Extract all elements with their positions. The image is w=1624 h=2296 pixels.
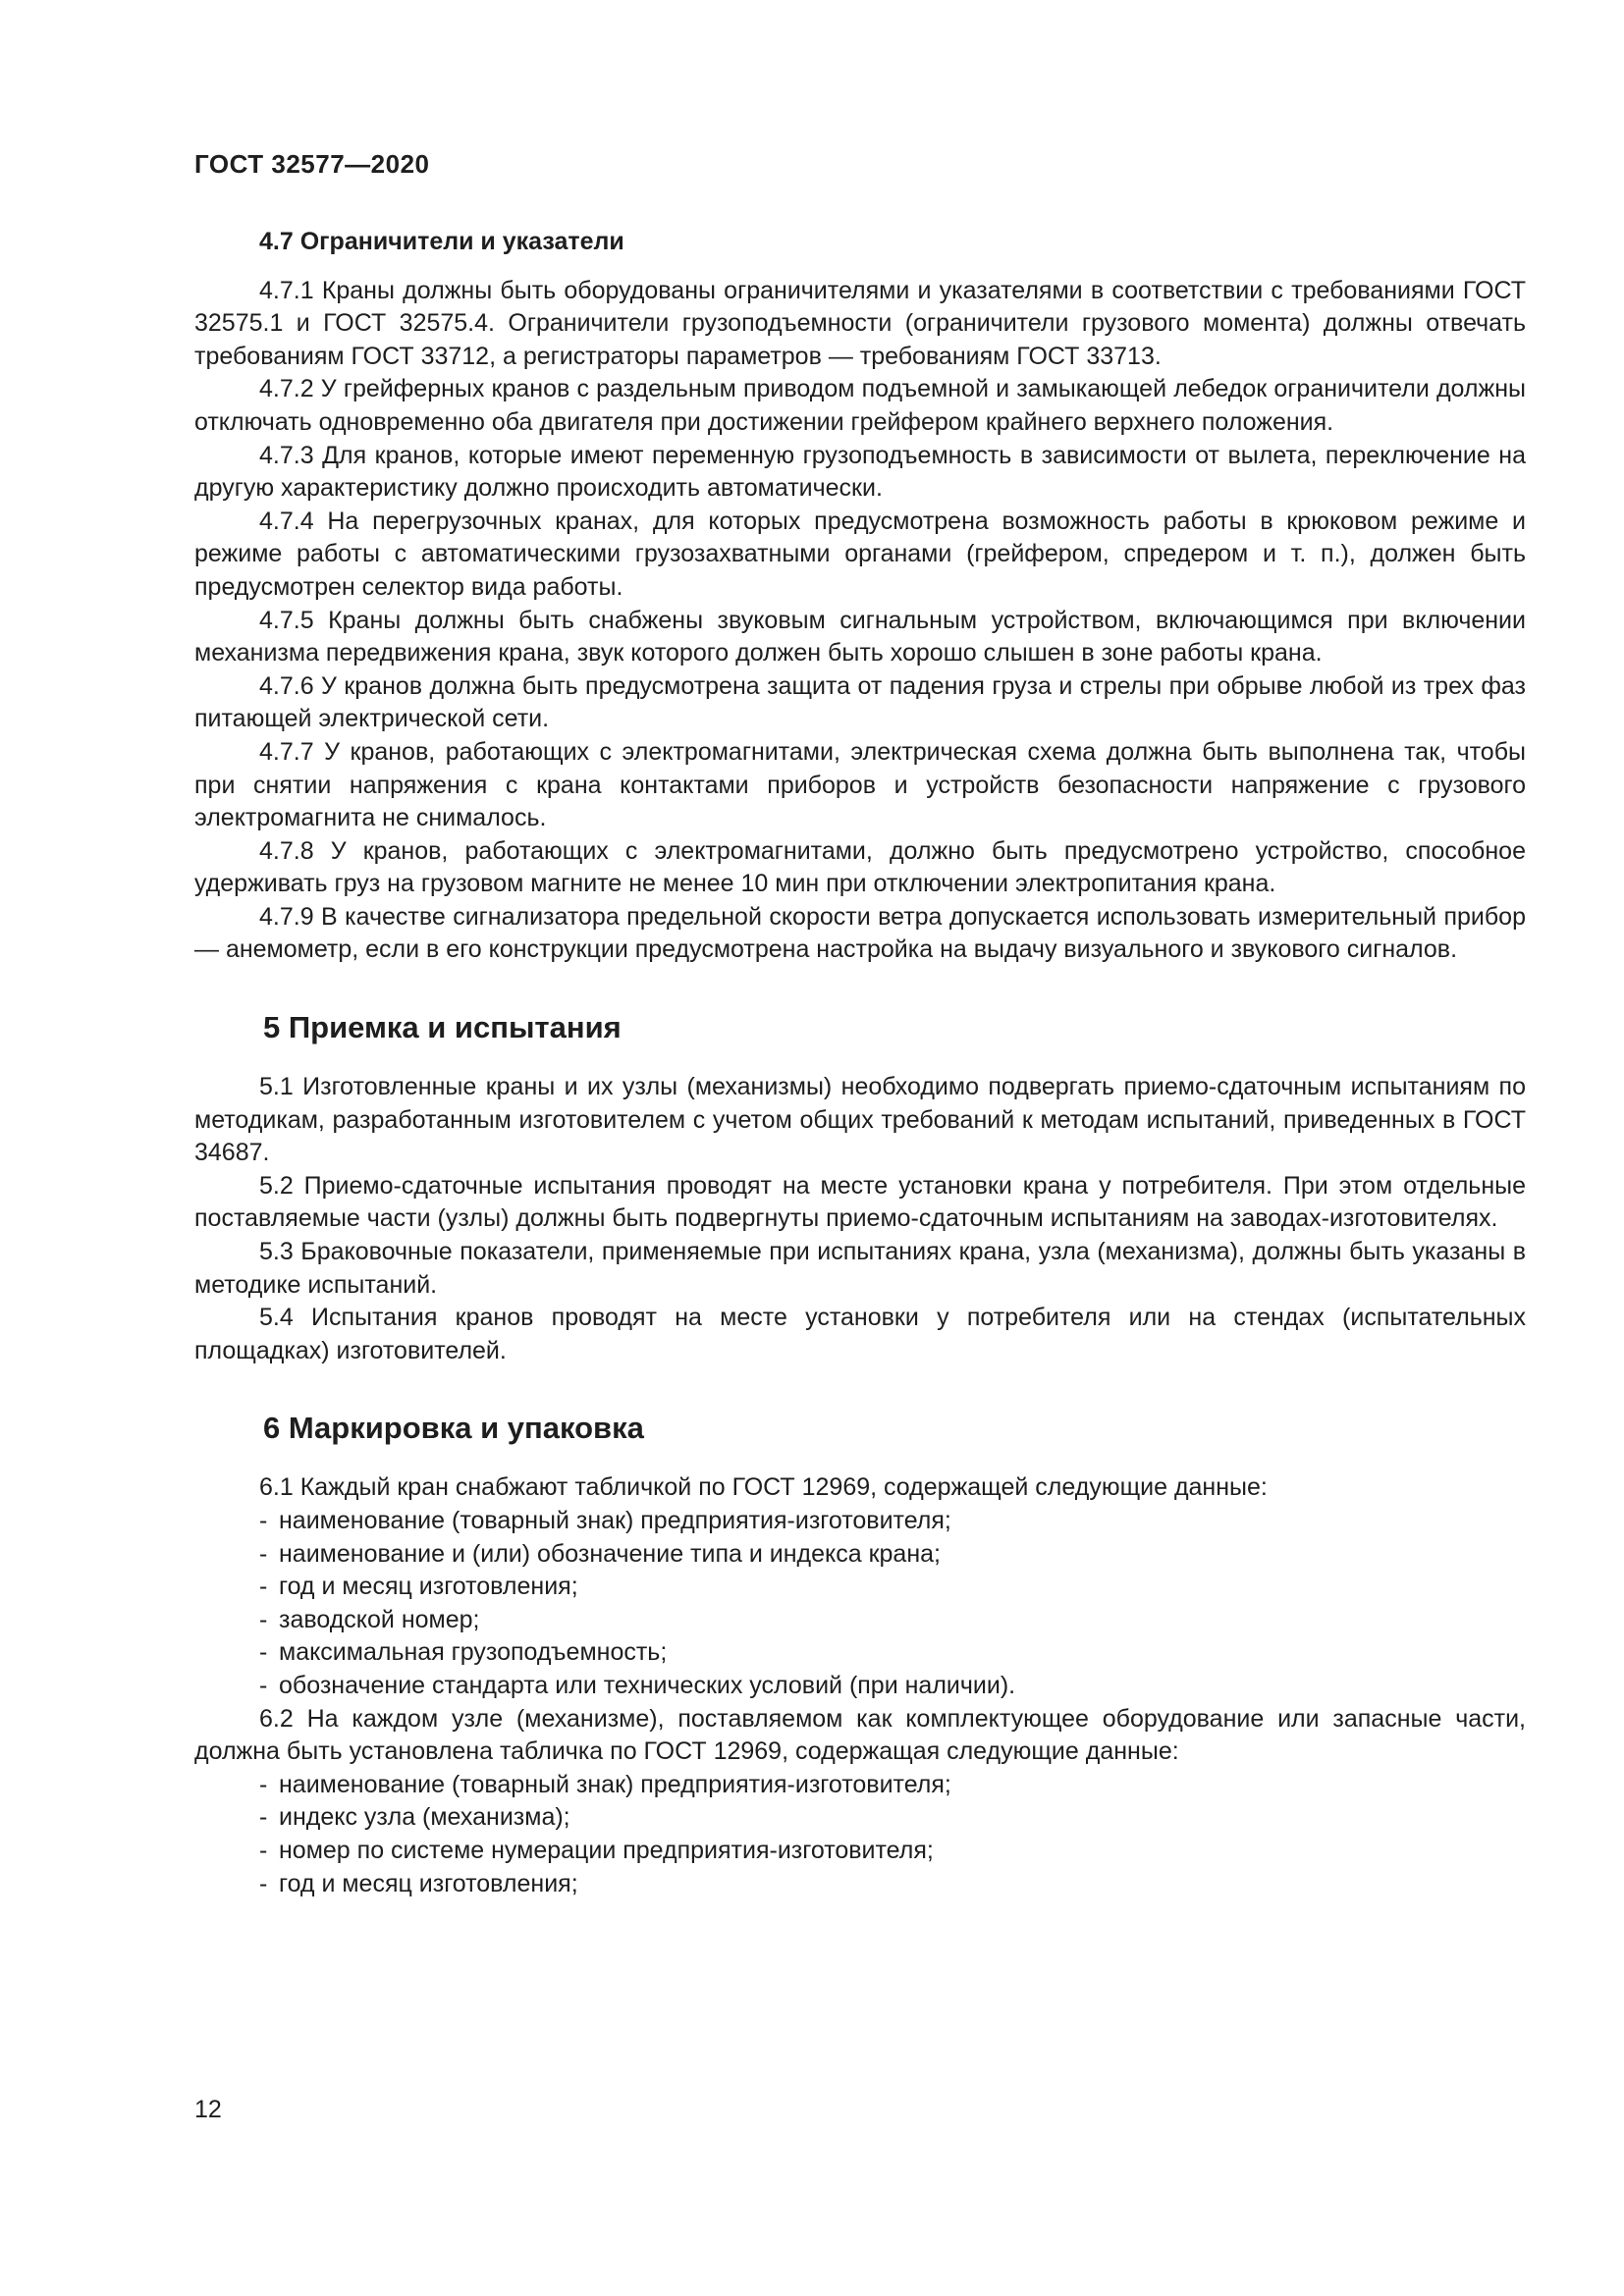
list-item: - обозначение стандарта или технических условий (при наличии). (259, 1671, 1016, 1699)
paragraph-6-1: 6.1 Каждый кран снабжают табличкой по ГОСТ 12969, содержащей следующие данные: (259, 1473, 1268, 1502)
list-item-text: номер по системе нумерации предприятия-изготовителя; (279, 1836, 934, 1864)
document-header: ГОСТ 32577—2020 (194, 149, 430, 179)
paragraph-4-7-3: 4.7.3 Для кранов, которые имеют переменную грузоподъемность в зависимости от вылета, переключение на другую характеристику должно происходить автоматически. (194, 441, 1526, 503)
section-title-6: 6 Маркировка и упаковка (263, 1411, 644, 1446)
list-item: - наименование и (или) обозначение типа и индекса крана; (259, 1539, 941, 1568)
list-item: - номер по системе нумерации предприятия-изготовителя; (259, 1836, 934, 1864)
paragraph-4-7-8: 4.7.8 У кранов, работающих с электромагнитами, должно быть предусмотрено устройство, способное удерживать груз на грузовом магните не менее 10 мин при отключении электропитания крана. (194, 836, 1526, 898)
list-item-text: наименование и (или) обозначение типа и индекса крана; (279, 1539, 941, 1568)
paragraph-4-7-9: 4.7.9 В качестве сигнализатора предельной скорости ветра допускается использовать измерительный прибор — анемометр, если в его конструкции предусмотрена настройка на выдачу визуального и звукового сигналов. (194, 902, 1526, 964)
page-number: 12 (194, 2096, 222, 2123)
paragraph-5-3: 5.3 Браковочные показатели, применяемые при испытаниях крана, узла (механизма), должны быть указаны в методике испытаний. (194, 1238, 1526, 1299)
list-item: - год и месяц изготовления; (259, 1869, 578, 1897)
list-item: - максимальная грузоподъемность; (259, 1638, 668, 1667)
list-item-text: год и месяц изготовления; (279, 1573, 578, 1601)
section-title-5: 5 Приемка и испытания (263, 1010, 622, 1045)
subsection-title-4-7: 4.7 Ограничители и указатели (259, 228, 624, 255)
list-item-text: максимальная грузоподъемность; (279, 1638, 668, 1667)
paragraph-6-2: 6.2 На каждом узле (механизме), поставляемом как комплектующее оборудование или запасные части, должна быть установлена табличка по ГОСТ 12969, содержащая следующие данные: (194, 1704, 1526, 1766)
paragraph-4-7-6: 4.7.6 У кранов должна быть предусмотрена защита от падения груза и стрелы при обрыве любой из трех фаз питающей электрической сети. (194, 671, 1526, 733)
list-item: - наименование (товарный знак) предприятия-изготовителя; (259, 1507, 951, 1534)
paragraph-4-7-5: 4.7.5 Краны должны быть снабжены звуковым сигнальным устройством, включающимся при включении механизма передвижения крана, звук которого должен быть хорошо слышен в зоне работы крана. (194, 606, 1526, 667)
paragraph-5-2: 5.2 Приемо-сдаточные испытания проводят на месте установки крана у потребителя. При этом отдельные поставляемые части (узлы) должны быть подвергнуты приемо-сдаточным испытаниям на заводах-изготовителях. (194, 1171, 1526, 1233)
list-item: - наименование (товарный знак) предприятия-изготовителя; (259, 1770, 951, 1798)
paragraph-4-7-1: 4.7.1 Краны должны быть оборудованы ограничителями и указателями в соответствии с требованиями ГОСТ 32575.1 и ГОСТ 32575.4. Ограничители грузоподъемности (ограничители грузового момента) должны отвечать требованиям ГОСТ 33712, а регистраторы параметров — требованиям ГОСТ 33713. (194, 276, 1526, 370)
list-item-text: наименование (товарный знак) предприятия-изготовителя; (279, 1507, 951, 1534)
paragraph-5-1: 5.1 Изготовленные краны и их узлы (механизмы) необходимо подвергать приемо-сдаточным испытаниям по методикам, разработанным изготовителем с учетом общих требований к методам испытаний, приведенных в ГОСТ 34687. (194, 1073, 1526, 1167)
list-item-text: индекс узла (механизма); (279, 1803, 570, 1832)
list-item: - заводской номер; (259, 1605, 480, 1633)
list-item-text: год и месяц изготовления; (279, 1869, 578, 1897)
paragraph-4-7-2: 4.7.2 У грейферных кранов с раздельным приводом подъемной и замыкающей лебедок ограничители должны отключать одновременно оба двигателя при достижении грейфером крайнего верхнего положения. (194, 375, 1526, 436)
list-item-text: наименование (товарный знак) предприятия-изготовителя; (279, 1770, 951, 1798)
list-item: - год и месяц изготовления; (259, 1573, 578, 1601)
paragraph-5-4: 5.4 Испытания кранов проводят на месте установки у потребителя или на стендах (испытательных площадках) изготовителей. (194, 1304, 1526, 1364)
list-item-text: обозначение стандарта или технических условий (при наличии). (279, 1671, 1016, 1699)
document-body (194, 226, 1526, 1900)
paragraph-4-7-4: 4.7.4 На перегрузочных кранах, для которых предусмотрена возможность работы в крюковом режиме и режиме работы с автоматическими грузозахватными органами (грейфером, спредером и т. п.), должен быть предусмотрен селектор вида работы. (194, 507, 1526, 601)
list-item-text: заводской номер; (279, 1605, 480, 1633)
paragraph-4-7-7: 4.7.7 У кранов, работающих с электромагнитами, электрическая схема должна быть выполнена так, чтобы при снятии напряжения с крана контактами приборов и устройств безопасности напряжение с грузового электромагнита не снималось. (194, 737, 1526, 832)
list-item: - индекс узла (механизма); (259, 1803, 570, 1832)
